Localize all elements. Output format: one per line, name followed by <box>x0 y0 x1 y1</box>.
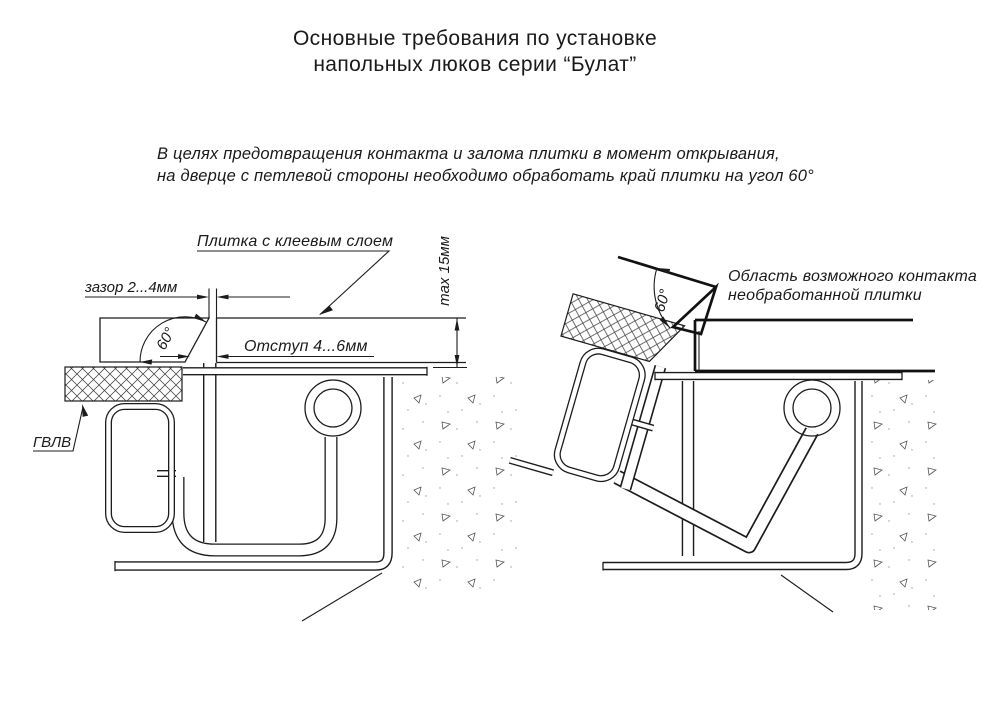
offset-dimension-label: Отступ 4...6мм <box>244 338 368 355</box>
left-section-view <box>33 233 520 621</box>
break-line <box>302 573 382 621</box>
note-line2: на дверце с петлевой стороны необходимо обработать край плитки на угол 60° <box>157 167 814 185</box>
floor-tile-unworked-thick <box>695 320 935 371</box>
page-title-line2: напольных люков серии “Булат” <box>313 53 637 76</box>
tilted-door-assembly <box>510 290 685 497</box>
door-tile-beveled <box>100 318 209 362</box>
gap-extension-lines <box>209 289 217 319</box>
break-line <box>781 575 833 612</box>
gvl-leader-label: ГВЛВ <box>33 434 72 451</box>
door-tube-profile <box>109 407 172 530</box>
tile-leader-label: Плитка с клеевым слоем <box>197 233 394 250</box>
angle-dimension-label: 60° <box>651 287 675 315</box>
note-line1: В целях предотвращения контакта и залома плитки в момент открывания, <box>157 145 780 163</box>
page-title-line1: Основные требования по установке <box>292 27 658 50</box>
gap-dimension-label: зазор 2...4мм <box>85 279 178 296</box>
contact-area-label-line1: Область возможного контакта <box>728 268 977 285</box>
contact-area-label-line2: необработанной плитки <box>728 287 922 304</box>
hinge-pin-inner <box>793 389 831 427</box>
tile-leader-line <box>197 251 389 315</box>
concrete-hatch-area <box>866 380 940 610</box>
max-height-dimension-label: max 15мм <box>436 236 453 306</box>
right-section-view <box>510 257 977 612</box>
hinge-pin-inner <box>314 389 352 427</box>
gvl-board-hatched <box>65 367 182 401</box>
concrete-hatch-area <box>397 377 520 590</box>
hinge-arm <box>178 437 331 550</box>
angle-dimension-label: 60° <box>153 324 179 353</box>
